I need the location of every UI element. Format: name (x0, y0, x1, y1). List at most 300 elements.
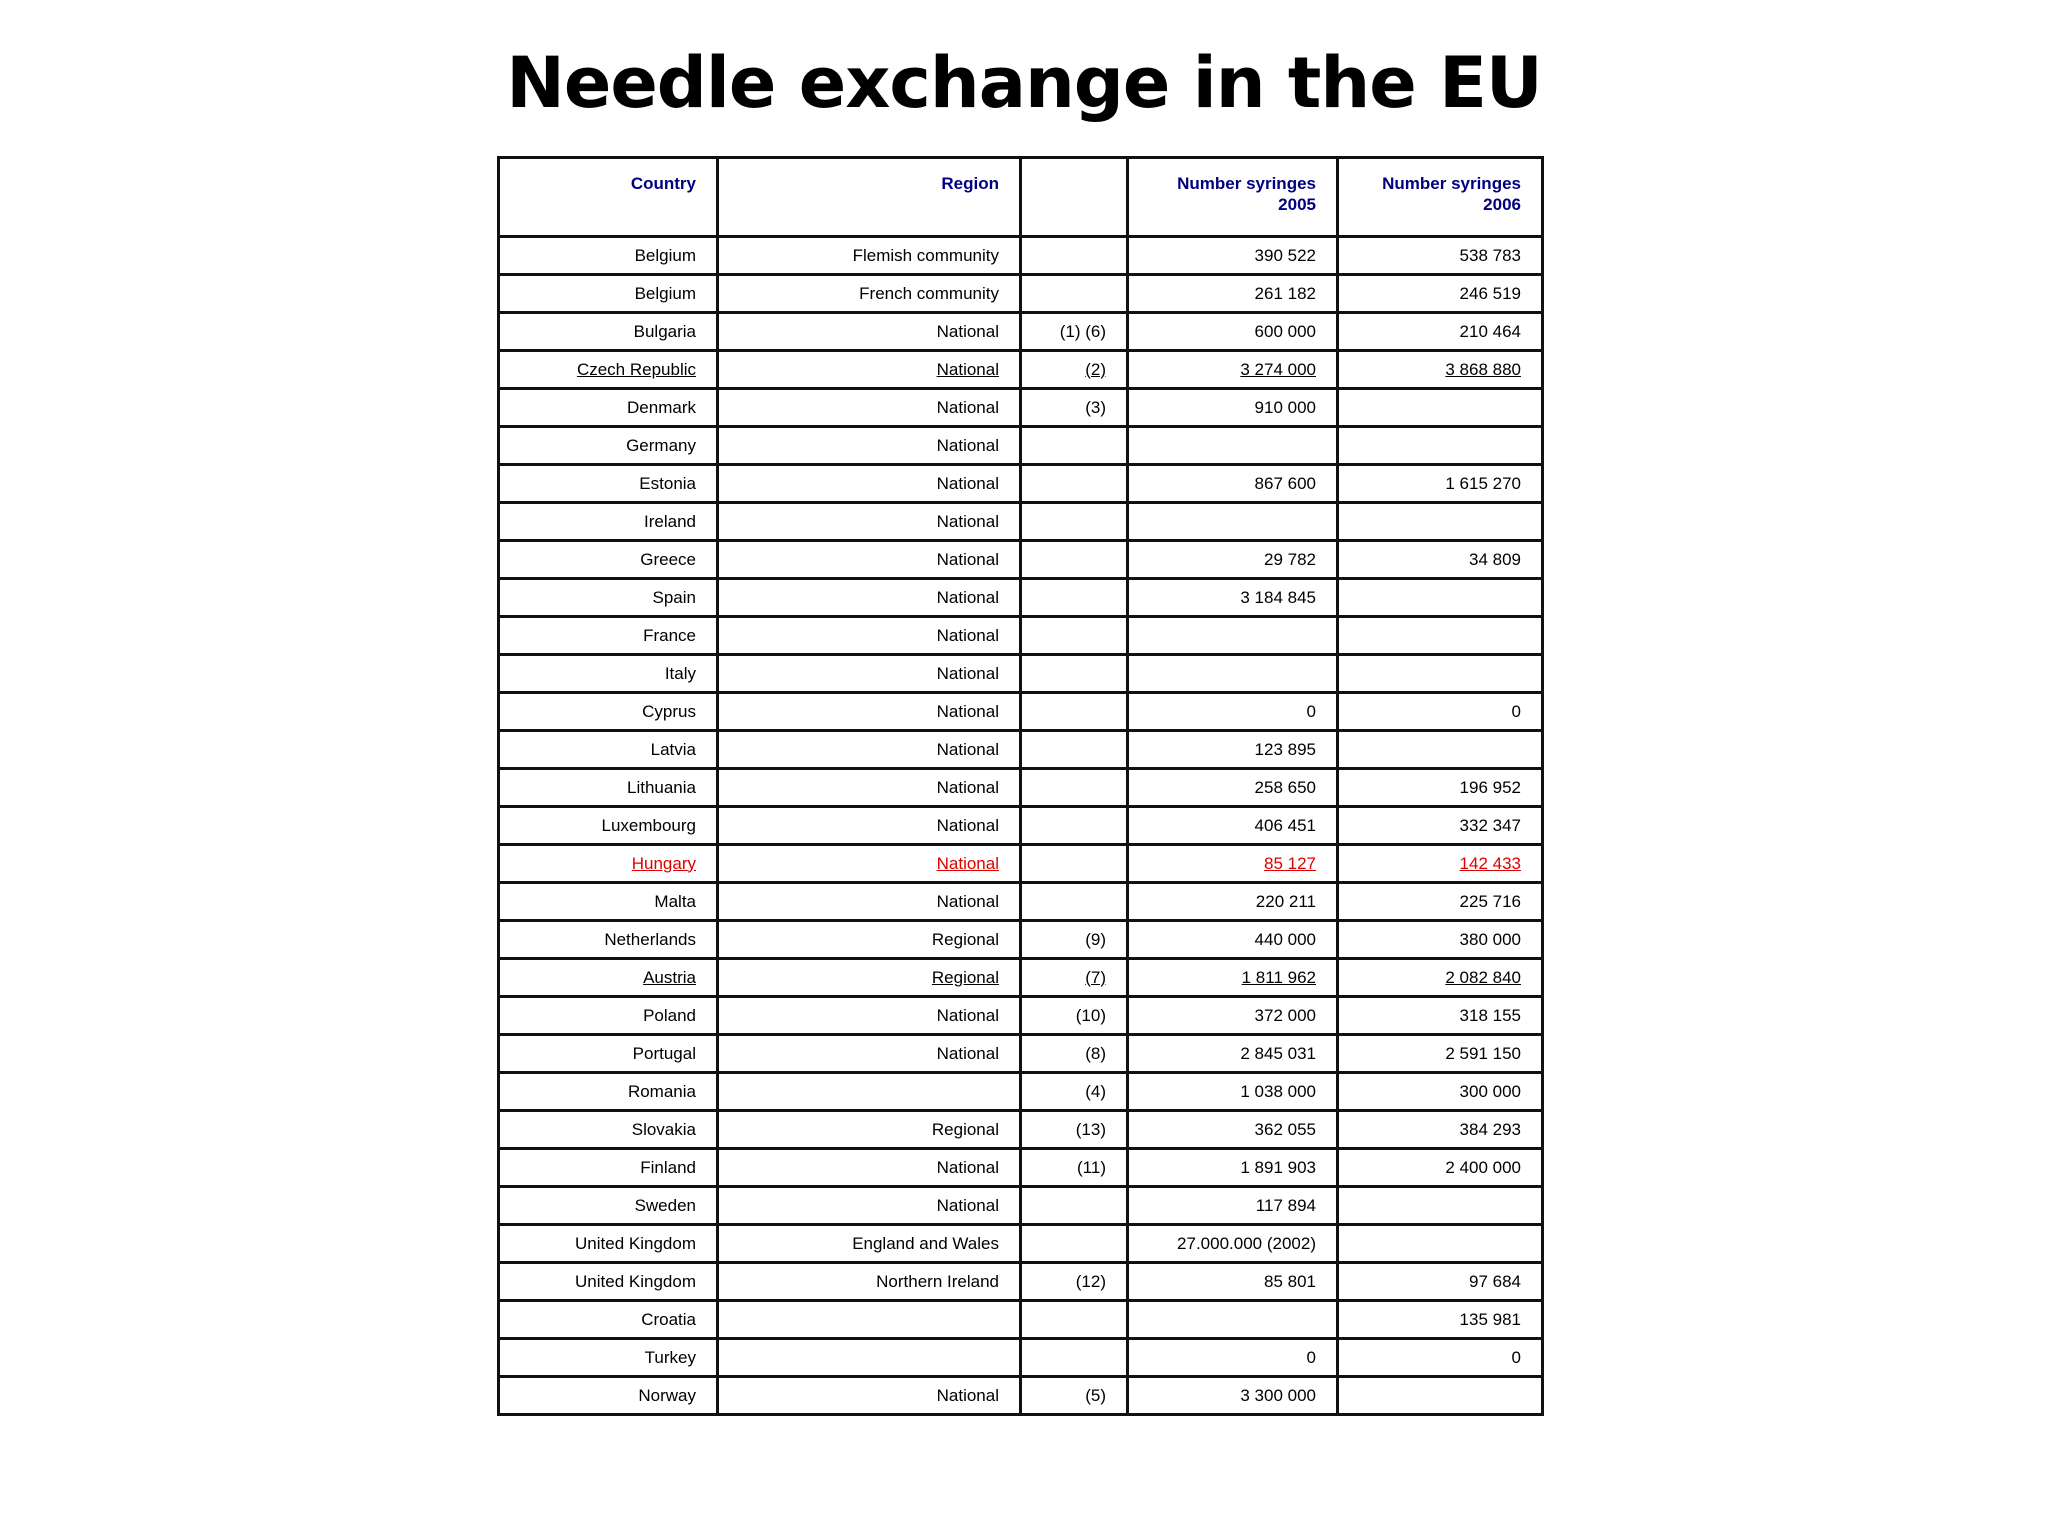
cell-syringes-2005 (1128, 1377, 1338, 1415)
table-row (499, 921, 1543, 959)
cell-note (1021, 1301, 1128, 1339)
cell-country (499, 503, 718, 541)
cell-note (1021, 237, 1128, 275)
table-row (499, 997, 1543, 1035)
cell-region (718, 427, 1021, 465)
cell-syringes-2005 (1128, 1339, 1338, 1377)
header-country: Country (499, 158, 718, 237)
cell-note (1021, 1035, 1128, 1073)
cell-country (499, 769, 718, 807)
cell-region-text: National (936, 435, 999, 455)
cell-syringes-2005-text: 27.000.000 (2002) (1177, 1233, 1316, 1253)
cell-region-text: Northern Ireland (876, 1271, 999, 1291)
cell-region-text: National (936, 853, 999, 873)
cell-note (1021, 579, 1128, 617)
cell-region-text: National (936, 511, 999, 531)
cell-syringes-2006 (1338, 579, 1543, 617)
header-2005 (1128, 158, 1338, 237)
cell-note (1021, 541, 1128, 579)
cell-syringes-2006 (1338, 1111, 1543, 1149)
cell-syringes-2006-text: 2 082 840 (1445, 967, 1521, 987)
cell-region-text: National (936, 1005, 999, 1025)
cell-note-text: (11) (1077, 1157, 1106, 1177)
cell-region (718, 769, 1021, 807)
cell-syringes-2005 (1128, 1073, 1338, 1111)
cell-syringes-2006 (1338, 465, 1543, 503)
cell-note-text: (10) (1075, 1005, 1106, 1025)
cell-region (718, 465, 1021, 503)
table-row (499, 617, 1543, 655)
cell-syringes-2005-text: 3 184 845 (1240, 587, 1316, 607)
cell-syringes-2006-text: 332 347 (1459, 815, 1521, 835)
cell-note (1021, 351, 1128, 389)
cell-note (1021, 465, 1128, 503)
cell-country-text: Finland (640, 1157, 696, 1177)
cell-region (718, 351, 1021, 389)
cell-syringes-2005-text: 117 894 (1255, 1195, 1316, 1215)
cell-syringes-2006 (1338, 883, 1543, 921)
cell-syringes-2005 (1128, 921, 1338, 959)
table-row (499, 389, 1543, 427)
cell-syringes-2006-text: 0 (1511, 701, 1521, 721)
cell-region (718, 1377, 1021, 1415)
cell-country-text: France (643, 625, 696, 645)
cell-region-text: National (936, 397, 999, 417)
cell-syringes-2005 (1128, 959, 1338, 997)
cell-region-text: National (936, 359, 999, 379)
cell-region-text: England and Wales (852, 1233, 999, 1253)
cell-country-text: United Kingdom (575, 1271, 696, 1291)
table-row (499, 883, 1543, 921)
cell-note-text: (13) (1075, 1119, 1106, 1139)
cell-syringes-2006 (1338, 1225, 1543, 1263)
table-row (499, 1035, 1543, 1073)
cell-syringes-2005-text: 85 801 (1264, 1271, 1316, 1291)
cell-syringes-2005 (1128, 275, 1338, 313)
cell-region (718, 389, 1021, 427)
cell-region (718, 1149, 1021, 1187)
cell-note (1021, 883, 1128, 921)
cell-syringes-2005 (1128, 503, 1338, 541)
cell-syringes-2006 (1338, 959, 1543, 997)
header-note (1021, 158, 1128, 237)
cell-syringes-2005 (1128, 769, 1338, 807)
cell-note (1021, 389, 1128, 427)
cell-country-text: Ireland (644, 511, 696, 531)
header-region: Region (718, 158, 1021, 237)
cell-region-text: National (936, 587, 999, 607)
cell-syringes-2006-text: 142 433 (1459, 853, 1521, 873)
cell-syringes-2006-text: 380 000 (1459, 929, 1521, 949)
cell-region (718, 541, 1021, 579)
table-row (499, 1301, 1543, 1339)
cell-syringes-2005 (1128, 997, 1338, 1035)
table-row (499, 655, 1543, 693)
cell-syringes-2005-text: 3 274 000 (1240, 359, 1316, 379)
cell-note-text: (9) (1085, 929, 1106, 949)
cell-region-text: National (936, 1195, 999, 1215)
cell-region-text: National (936, 625, 999, 645)
cell-syringes-2005-text: 3 300 000 (1240, 1385, 1316, 1405)
cell-region (718, 845, 1021, 883)
cell-country-text: United Kingdom (575, 1233, 696, 1253)
cell-country (499, 997, 718, 1035)
cell-syringes-2005 (1128, 883, 1338, 921)
cell-syringes-2005 (1128, 731, 1338, 769)
cell-syringes-2005-text: 390 522 (1254, 245, 1316, 265)
cell-region (718, 1035, 1021, 1073)
cell-note-text: (5) (1085, 1385, 1106, 1405)
cell-country-text: Greece (640, 549, 696, 569)
cell-region-text: National (936, 1043, 999, 1063)
cell-note (1021, 959, 1128, 997)
cell-syringes-2006 (1338, 1301, 1543, 1339)
cell-syringes-2006-text: 196 952 (1459, 777, 1521, 797)
cell-region-text: French community (859, 283, 999, 303)
cell-region-text: National (936, 815, 999, 835)
cell-region (718, 1073, 1021, 1111)
cell-region (718, 1301, 1021, 1339)
cell-note-text: (8) (1085, 1043, 1106, 1063)
cell-country (499, 1073, 718, 1111)
cell-note (1021, 1111, 1128, 1149)
cell-region (718, 503, 1021, 541)
cell-syringes-2005 (1128, 351, 1338, 389)
cell-note (1021, 693, 1128, 731)
cell-region (718, 1263, 1021, 1301)
table-row (499, 1111, 1543, 1149)
cell-region-text: National (936, 739, 999, 759)
cell-region (718, 313, 1021, 351)
cell-note (1021, 1225, 1128, 1263)
table-row (499, 237, 1543, 275)
cell-syringes-2005-text: 0 (1306, 701, 1316, 721)
cell-syringes-2006-text: 538 783 (1459, 245, 1521, 265)
cell-note (1021, 1377, 1128, 1415)
cell-country (499, 617, 718, 655)
cell-syringes-2006 (1338, 997, 1543, 1035)
cell-syringes-2005-text: 910 000 (1254, 397, 1316, 417)
cell-syringes-2006 (1338, 503, 1543, 541)
cell-country (499, 693, 718, 731)
cell-syringes-2005 (1128, 1225, 1338, 1263)
cell-syringes-2005-text: 0 (1306, 1347, 1316, 1367)
cell-note (1021, 921, 1128, 959)
cell-region-text: National (936, 777, 999, 797)
header-2005-label: Number syringes 2005 (1177, 174, 1316, 214)
cell-country (499, 921, 718, 959)
cell-note (1021, 731, 1128, 769)
cell-note-text: (1) (6) (1059, 321, 1106, 341)
cell-region-text: Regional (931, 967, 999, 987)
cell-syringes-2006 (1338, 1187, 1543, 1225)
cell-note-text: (3) (1085, 397, 1106, 417)
cell-syringes-2006 (1338, 1263, 1543, 1301)
cell-region (718, 655, 1021, 693)
cell-syringes-2006-text: 210 464 (1459, 321, 1521, 341)
cell-country-text: Cyprus (642, 701, 696, 721)
cell-syringes-2006-text: 384 293 (1459, 1119, 1521, 1139)
cell-syringes-2006 (1338, 731, 1543, 769)
cell-note (1021, 807, 1128, 845)
cell-region (718, 579, 1021, 617)
table-header-row (499, 158, 1543, 237)
cell-syringes-2005 (1128, 1263, 1338, 1301)
cell-region (718, 959, 1021, 997)
cell-note (1021, 1073, 1128, 1111)
cell-syringes-2006-text: 2 400 000 (1445, 1157, 1521, 1177)
header-2006-label: Number syringes 2006 (1382, 174, 1521, 214)
cell-syringes-2006 (1338, 617, 1543, 655)
cell-country-text: Portugal (632, 1043, 696, 1063)
cell-syringes-2006-text: 3 868 880 (1445, 359, 1521, 379)
cell-region (718, 1111, 1021, 1149)
cell-country (499, 1339, 718, 1377)
cell-region-text: National (936, 891, 999, 911)
cell-country-text: Denmark (627, 397, 696, 417)
cell-syringes-2005 (1128, 541, 1338, 579)
cell-country (499, 655, 718, 693)
cell-syringes-2005-text: 1 038 000 (1240, 1081, 1316, 1101)
table-row (499, 351, 1543, 389)
needle-exchange-table (497, 156, 1544, 1416)
cell-syringes-2005 (1128, 579, 1338, 617)
cell-country-text: Italy (664, 663, 696, 683)
cell-region-text: Flemish community (852, 245, 999, 265)
cell-country-text: Turkey (644, 1347, 696, 1367)
cell-region-text: National (936, 1385, 999, 1405)
table-row (499, 579, 1543, 617)
table-row (499, 1149, 1543, 1187)
cell-syringes-2006-text: 34 809 (1469, 549, 1521, 569)
cell-syringes-2005-text: 867 600 (1254, 473, 1316, 493)
table-row (499, 1225, 1543, 1263)
cell-country-text: Poland (643, 1005, 696, 1025)
cell-syringes-2005 (1128, 1035, 1338, 1073)
cell-syringes-2006-text: 246 519 (1459, 283, 1521, 303)
cell-syringes-2005-text: 258 650 (1254, 777, 1316, 797)
cell-note (1021, 1149, 1128, 1187)
table-row (499, 275, 1543, 313)
cell-syringes-2005-text: 372 000 (1254, 1005, 1316, 1025)
cell-syringes-2006-text: 1 615 270 (1445, 473, 1521, 493)
cell-country (499, 313, 718, 351)
cell-note (1021, 503, 1128, 541)
cell-region-text: National (936, 321, 999, 341)
table-row (499, 807, 1543, 845)
cell-country-text: Germany (626, 435, 696, 455)
cell-syringes-2005 (1128, 427, 1338, 465)
cell-country (499, 959, 718, 997)
table-row (499, 427, 1543, 465)
cell-country (499, 351, 718, 389)
table-row (499, 313, 1543, 351)
cell-syringes-2005-text: 440 000 (1254, 929, 1316, 949)
header-2006 (1338, 158, 1543, 237)
cell-note (1021, 655, 1128, 693)
cell-country (499, 1377, 718, 1415)
table-row (499, 731, 1543, 769)
cell-region (718, 617, 1021, 655)
cell-region (718, 1339, 1021, 1377)
cell-syringes-2005 (1128, 313, 1338, 351)
cell-region (718, 693, 1021, 731)
cell-syringes-2006-text: 318 155 (1459, 1005, 1521, 1025)
cell-country-text: Sweden (634, 1195, 696, 1215)
table-row (499, 1187, 1543, 1225)
table-row (499, 541, 1543, 579)
cell-country (499, 1263, 718, 1301)
cell-country-text: Spain (652, 587, 696, 607)
cell-country (499, 237, 718, 275)
cell-region-text: Regional (931, 929, 999, 949)
cell-region-text: National (936, 473, 999, 493)
cell-syringes-2006 (1338, 1377, 1543, 1415)
cell-syringes-2006 (1338, 807, 1543, 845)
cell-syringes-2005 (1128, 1111, 1338, 1149)
cell-country (499, 541, 718, 579)
cell-syringes-2005 (1128, 1187, 1338, 1225)
cell-region (718, 237, 1021, 275)
cell-syringes-2005-text: 362 055 (1254, 1119, 1316, 1139)
cell-note-text: (7) (1085, 967, 1106, 987)
table-row (499, 1339, 1543, 1377)
cell-note (1021, 275, 1128, 313)
cell-syringes-2005-text: 85 127 (1264, 853, 1316, 873)
cell-syringes-2006 (1338, 351, 1543, 389)
cell-syringes-2006 (1338, 389, 1543, 427)
cell-country (499, 883, 718, 921)
cell-region (718, 275, 1021, 313)
cell-country-text: Latvia (650, 739, 696, 759)
cell-syringes-2006 (1338, 655, 1543, 693)
cell-country-text: Malta (654, 891, 696, 911)
cell-country-text: Czech Republic (576, 359, 696, 379)
page-title: Needle exchange in the EU (506, 42, 1542, 124)
cell-country (499, 275, 718, 313)
cell-syringes-2006 (1338, 769, 1543, 807)
cell-country (499, 1111, 718, 1149)
cell-syringes-2005-text: 123 895 (1254, 739, 1316, 759)
table-row (499, 959, 1543, 997)
cell-syringes-2005 (1128, 807, 1338, 845)
cell-country (499, 465, 718, 503)
cell-country-text: Estonia (639, 473, 696, 493)
cell-syringes-2006-text: 0 (1511, 1347, 1521, 1367)
cell-country-text: Norway (638, 1385, 696, 1405)
cell-country-text: Romania (627, 1081, 696, 1101)
cell-syringes-2006 (1338, 313, 1543, 351)
cell-note (1021, 769, 1128, 807)
cell-syringes-2005 (1128, 237, 1338, 275)
table-row (499, 1073, 1543, 1111)
cell-syringes-2005-text: 261 182 (1254, 283, 1316, 303)
cell-country (499, 1301, 718, 1339)
cell-syringes-2005-text: 2 845 031 (1240, 1043, 1316, 1063)
cell-country-text: Belgium (634, 245, 696, 265)
cell-country (499, 845, 718, 883)
cell-syringes-2005-text: 29 782 (1264, 549, 1316, 569)
cell-note (1021, 313, 1128, 351)
cell-syringes-2006-text: 97 684 (1469, 1271, 1521, 1291)
cell-syringes-2006 (1338, 1149, 1543, 1187)
cell-note (1021, 845, 1128, 883)
cell-note (1021, 617, 1128, 655)
cell-note-text: (4) (1085, 1081, 1106, 1101)
cell-note (1021, 997, 1128, 1035)
cell-region-text: National (936, 701, 999, 721)
cell-syringes-2005-text: 1 811 962 (1241, 967, 1316, 987)
cell-country (499, 731, 718, 769)
cell-country-text: Austria (643, 967, 696, 987)
cell-syringes-2005-text: 220 211 (1255, 891, 1316, 911)
cell-region (718, 997, 1021, 1035)
cell-syringes-2006 (1338, 1339, 1543, 1377)
cell-syringes-2006-text: 300 000 (1459, 1081, 1521, 1101)
cell-syringes-2005 (1128, 693, 1338, 731)
cell-region (718, 883, 1021, 921)
cell-country-text: Lithuania (626, 777, 696, 797)
table-row (499, 465, 1543, 503)
cell-syringes-2005 (1128, 465, 1338, 503)
cell-country-text: Netherlands (604, 929, 696, 949)
cell-syringes-2005-text: 1 891 903 (1240, 1157, 1316, 1177)
cell-note-text: (2) (1085, 359, 1106, 379)
cell-syringes-2006 (1338, 541, 1543, 579)
cell-syringes-2005-text: 406 451 (1254, 815, 1316, 835)
cell-syringes-2005 (1128, 1149, 1338, 1187)
cell-syringes-2006-text: 2 591 150 (1445, 1043, 1521, 1063)
cell-note (1021, 1263, 1128, 1301)
cell-note-text: (12) (1075, 1271, 1106, 1291)
cell-country-text: Hungary (631, 853, 696, 873)
cell-country (499, 579, 718, 617)
cell-country (499, 389, 718, 427)
cell-syringes-2006 (1338, 275, 1543, 313)
cell-region (718, 1187, 1021, 1225)
cell-region (718, 1225, 1021, 1263)
cell-note (1021, 427, 1128, 465)
cell-region-text: National (936, 549, 999, 569)
cell-country (499, 1187, 718, 1225)
cell-region (718, 921, 1021, 959)
cell-note (1021, 1187, 1128, 1225)
cell-syringes-2005 (1128, 1301, 1338, 1339)
cell-syringes-2006 (1338, 921, 1543, 959)
cell-country-text: Bulgaria (633, 321, 696, 341)
cell-country (499, 1035, 718, 1073)
cell-country-text: Croatia (641, 1309, 696, 1329)
cell-syringes-2005 (1128, 389, 1338, 427)
table-row (499, 1263, 1543, 1301)
table-row (499, 503, 1543, 541)
cell-syringes-2005-text: 600 000 (1254, 321, 1316, 341)
cell-syringes-2006 (1338, 237, 1543, 275)
cell-syringes-2006 (1338, 427, 1543, 465)
cell-syringes-2006 (1338, 693, 1543, 731)
cell-country (499, 427, 718, 465)
cell-syringes-2006 (1338, 1073, 1543, 1111)
table-row (499, 845, 1543, 883)
cell-region (718, 807, 1021, 845)
cell-region-text: Regional (931, 1119, 999, 1139)
cell-country (499, 1149, 718, 1187)
cell-note (1021, 1339, 1128, 1377)
cell-country-text: Belgium (634, 283, 696, 303)
cell-syringes-2006 (1338, 845, 1543, 883)
table-row (499, 1377, 1543, 1415)
cell-country (499, 1225, 718, 1263)
